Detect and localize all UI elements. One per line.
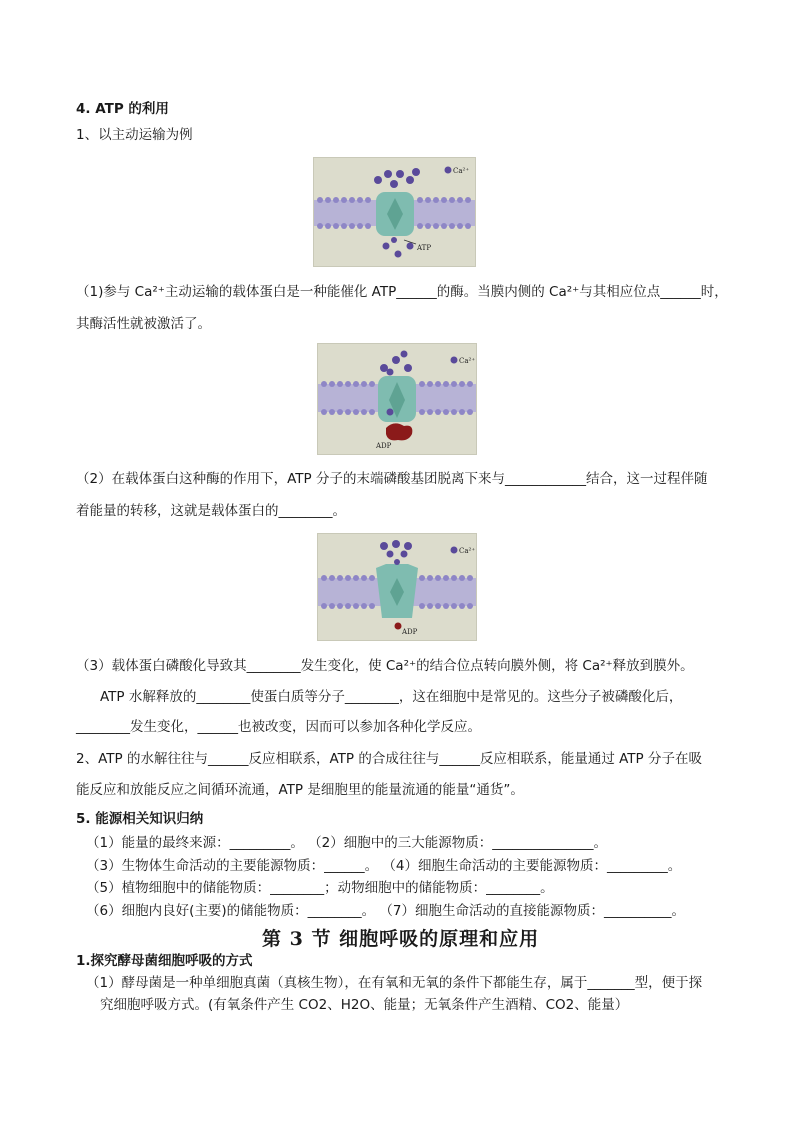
paragraph-line: 究细胞呼吸方式。(有氧条件产生 CO2、H2O、能量；无氧条件产生酒精、CO2、能量） bbox=[100, 997, 629, 1013]
figure-membrane-2 bbox=[317, 343, 477, 455]
paragraph-line: 能反应和放能反应之间循环流通，ATP 是细胞里的能量流通的能量“通货”。 bbox=[76, 782, 524, 798]
list-item: （6）细胞内良好(主要)的储能物质：________。 （7）细胞生命活动的直接能源物质：__________。 bbox=[86, 903, 686, 919]
ion-label: Ca²⁺ bbox=[459, 547, 476, 555]
list-item: （3）生物体生命活动的主要能源物质：______。 （4）细胞生命活动的主要能源物质：_________。 bbox=[86, 858, 682, 874]
paragraph-line: 2、ATP 的水解往往与______反应相联系，ATP 的合成往往与______反应相联系，能量通过 ATP 分子在吸 bbox=[76, 751, 702, 767]
list-item: （5）植物细胞中的储能物质：________；动物细胞中的储能物质：________。 bbox=[86, 880, 554, 896]
figure-membrane-1 bbox=[313, 157, 476, 267]
molecule-label: ADP bbox=[402, 628, 418, 636]
membrane-diagram bbox=[318, 534, 476, 640]
molecule-label: ATP bbox=[417, 244, 432, 252]
membrane-diagram bbox=[314, 158, 475, 266]
paragraph-line: （3）载体蛋白磷酸化导致其________发生变化，使 Ca²⁺的结合位点转向膜外侧，将 Ca²⁺释放到膜外。 bbox=[76, 658, 694, 674]
list-item: 1、以主动运输为例 bbox=[76, 127, 193, 143]
section-heading: 1.探究酵母菌细胞呼吸的方式 bbox=[76, 953, 253, 969]
paragraph-line: （1）酵母菌是一种单细胞真菌（真核生物），在有氧和无氧的条件下都能生存，属于_______型，便于探 bbox=[86, 975, 703, 991]
page-title: 第 3 节 细胞呼吸的原理和应用 bbox=[262, 928, 540, 950]
section-heading: 4. ATP 的利用 bbox=[76, 101, 169, 117]
phosphate-burst bbox=[386, 423, 412, 440]
section-heading: 5. 能源相关知识归纳 bbox=[76, 811, 204, 827]
ion-label: Ca²⁺ bbox=[459, 357, 476, 365]
molecule-label: ADP bbox=[376, 442, 392, 450]
ion-label: Ca²⁺ bbox=[453, 167, 470, 175]
phosphate bbox=[395, 623, 402, 630]
paragraph-line: ________发生变化，______也被改变，因而可以参加各种化学反应。 bbox=[76, 719, 481, 735]
list-item: （1）能量的最终来源：_________。 （2）细胞中的三大能源物质：_______________。 bbox=[86, 835, 607, 851]
membrane-diagram bbox=[318, 344, 476, 454]
figure-membrane-3 bbox=[317, 533, 477, 641]
paragraph-line: 着能量的转移，这就是载体蛋白的________。 bbox=[76, 503, 346, 519]
paragraph-line: （2）在载体蛋白这种酶的作用下，ATP 分子的末端磷酸基团脱离下来与____________结合，这一过程伴随 bbox=[76, 471, 708, 487]
calcium-ions bbox=[380, 540, 458, 565]
paragraph-line: ATP 水解释放的________使蛋白质等分子________，这在细胞中是常见的。这些分子被磷酸化后， bbox=[100, 689, 683, 705]
paragraph-line: 其酶活性就被激活了。 bbox=[76, 316, 211, 332]
paragraph-line: （1)参与 Ca²⁺主动运输的载体蛋白是一种能催化 ATP______的酶。当膜内侧的 Ca²⁺与其相应位点______时， bbox=[76, 284, 728, 300]
